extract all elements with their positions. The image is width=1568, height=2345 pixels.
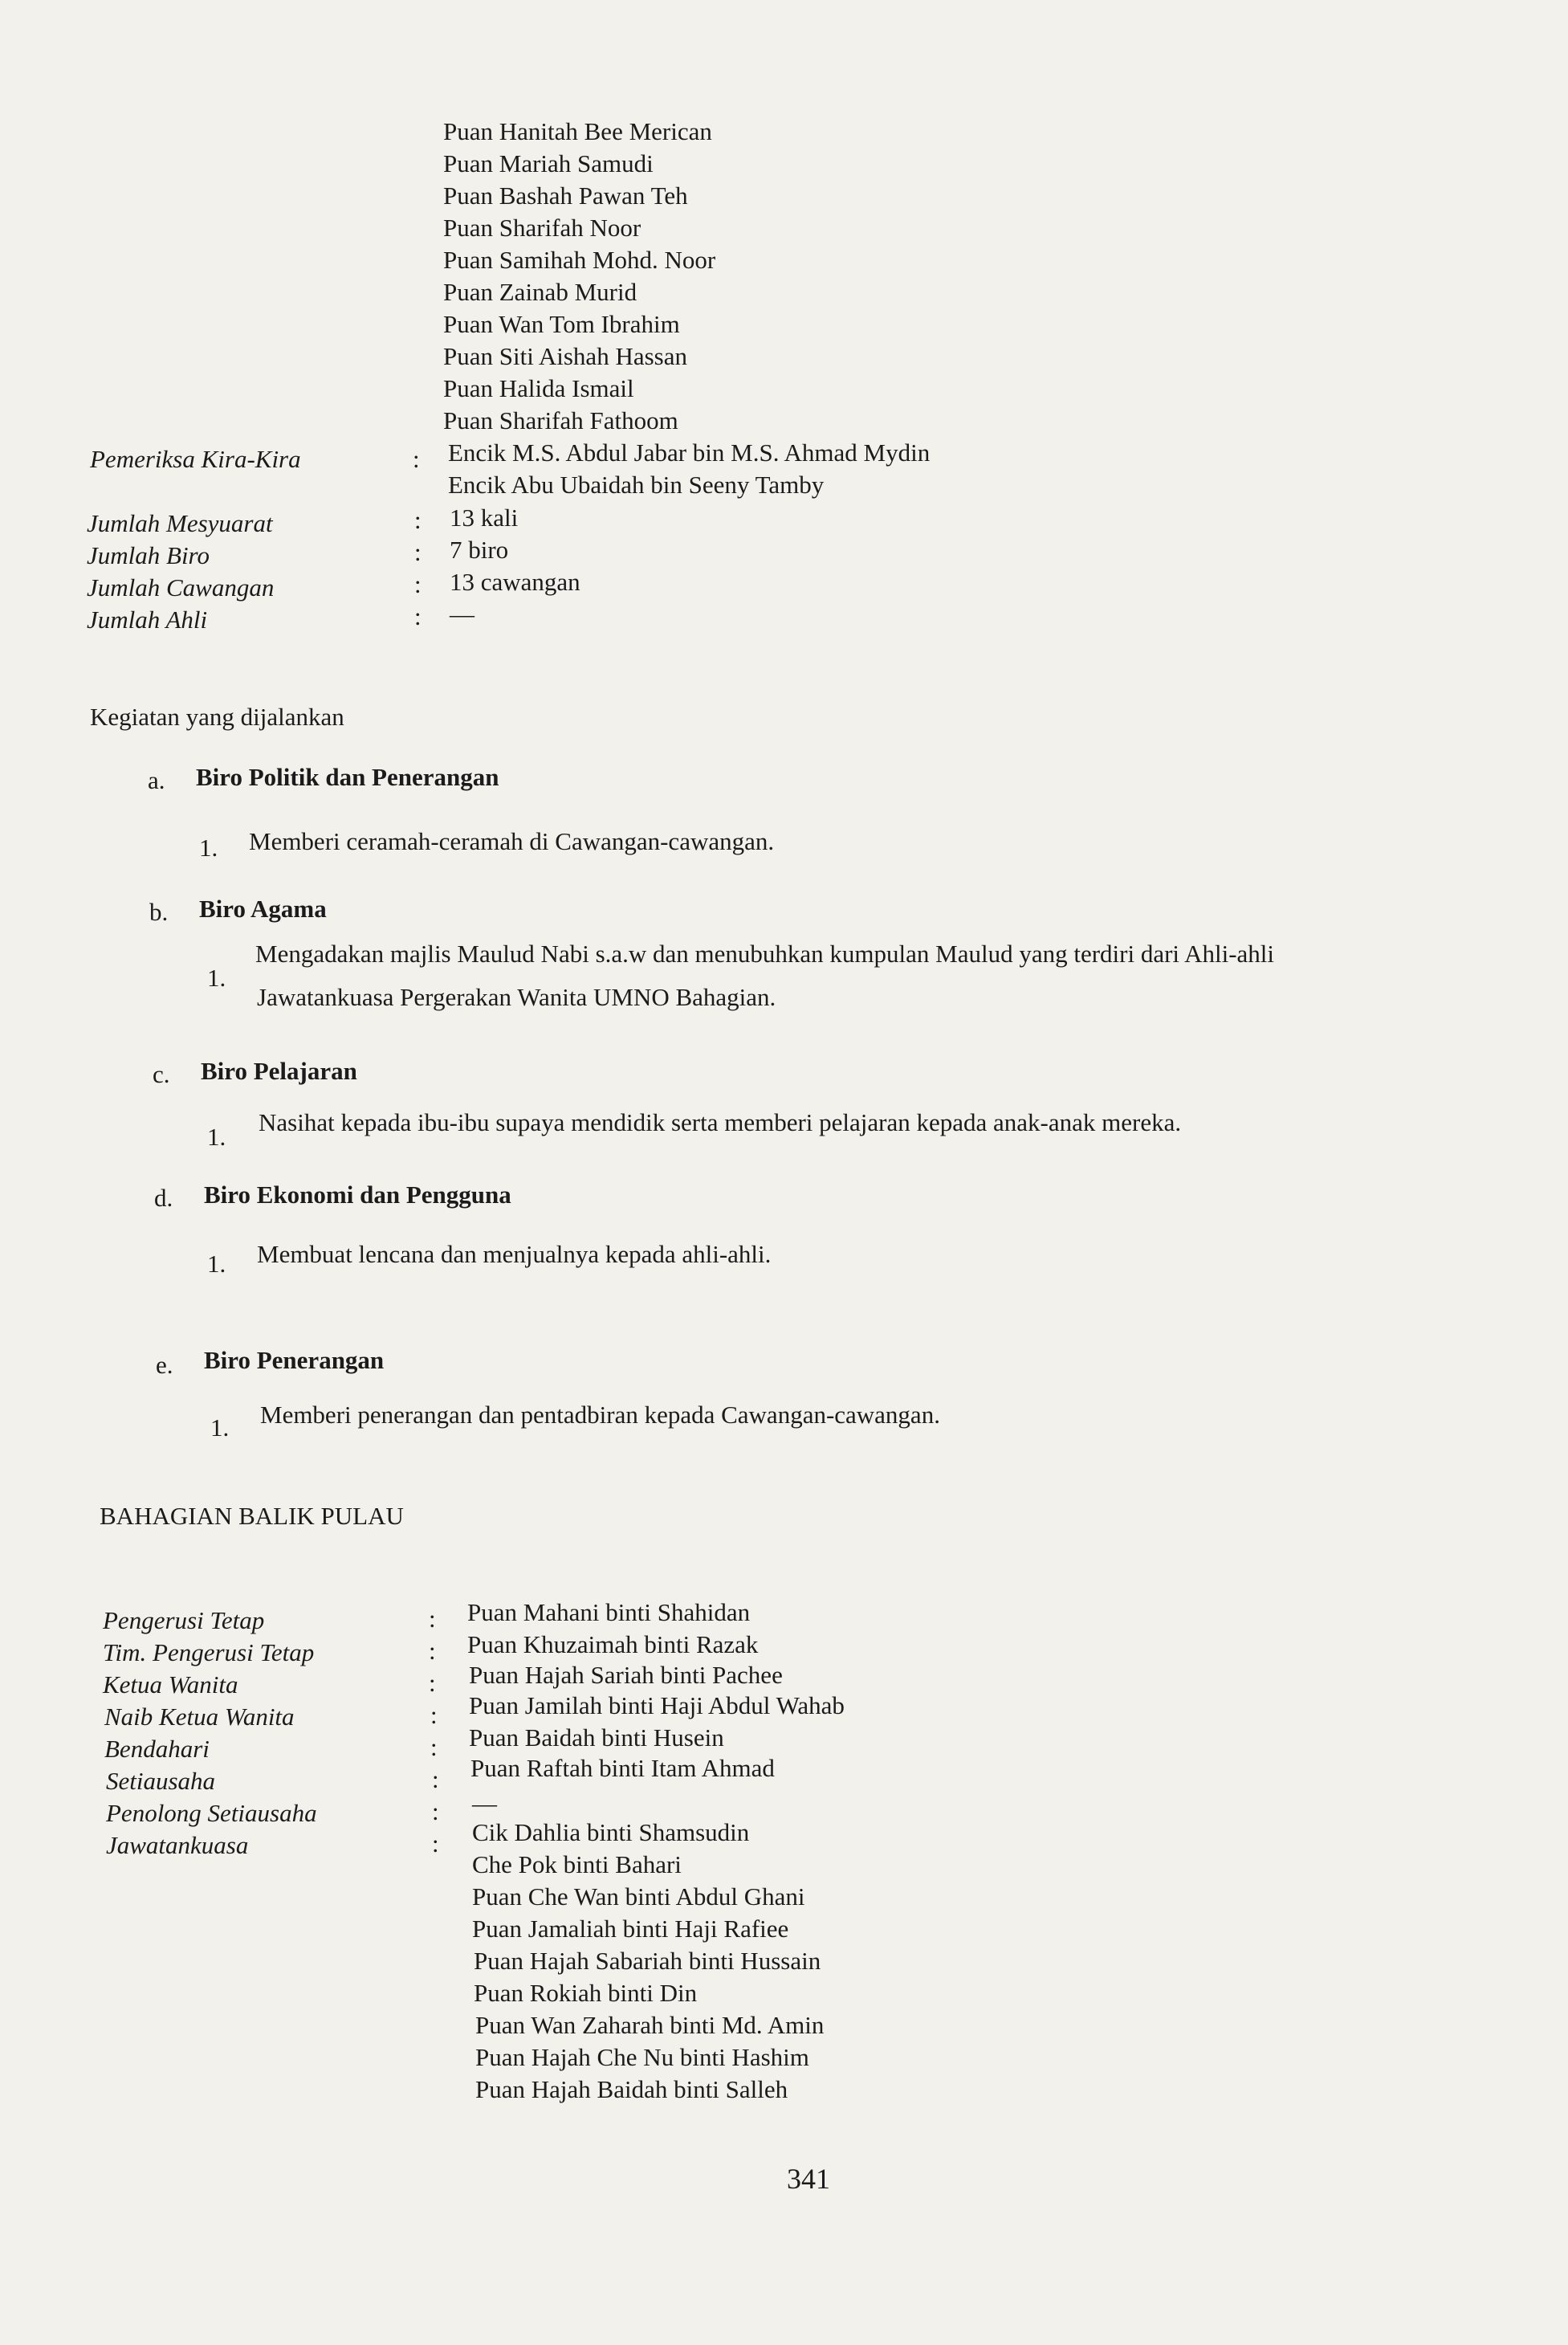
biro-letter: e. — [156, 1351, 173, 1379]
name-line: Puan Sharifah Noor — [443, 214, 641, 242]
stat-value: 13 kali — [450, 504, 519, 532]
item-number: 1. — [199, 834, 218, 862]
officer-label: Naib Ketua Wanita — [104, 1703, 295, 1731]
officer-label: Bendahari — [104, 1735, 210, 1763]
biro-title: Biro Ekonomi dan Pengguna — [204, 1181, 511, 1209]
officer-label: Penolong Setiausaha — [106, 1799, 317, 1827]
item-text: Membuat lencana dan menjualnya kepada ahli-ahli. — [257, 1240, 772, 1268]
officer-name: Puan Jamilah binti Haji Abdul Wahab — [469, 1691, 845, 1719]
colon: : — [430, 1701, 438, 1729]
biro-title: Biro Agama — [199, 895, 327, 923]
biro-letter: c. — [153, 1060, 170, 1088]
officer-label: Ketua Wanita — [103, 1670, 238, 1699]
name-line: Puan Wan Tom Ibrahim — [443, 310, 680, 338]
item-number: 1. — [210, 1413, 230, 1442]
name-line: Puan Mariah Samudi — [443, 149, 654, 177]
colon: : — [430, 1733, 438, 1761]
officer-name: Cik Dahlia binti Shamsudin — [472, 1818, 750, 1846]
officer-name: Puan Mahani binti Shahidan — [467, 1598, 751, 1626]
committee-name: Puan Wan Zaharah binti Md. Amin — [475, 2011, 825, 2039]
officer-name: — — [472, 1789, 497, 1817]
committee-name: Puan Hajah Sabariah binti Hussain — [474, 1947, 821, 1975]
name-line: Puan Samihah Mohd. Noor — [443, 246, 716, 274]
name-line: Puan Siti Aishah Hassan — [443, 342, 687, 370]
colon: : — [429, 1669, 436, 1697]
committee-name: Puan Jamaliah binti Haji Rafiee — [472, 1915, 789, 1943]
colon: : — [414, 570, 422, 598]
item-text: Nasihat kepada ibu-ibu supaya mendidik serta memberi pelajaran kepada anak-anak mereka. — [259, 1108, 1182, 1136]
stat-label: Jumlah Cawangan — [87, 573, 275, 602]
name-line: Puan Zainab Murid — [443, 278, 637, 306]
name-line: Puan Bashah Pawan Teh — [443, 181, 688, 210]
biro-letter: d. — [154, 1184, 173, 1212]
officer-name: Puan Khuzaimah binti Razak — [467, 1630, 759, 1658]
pemeriksa-label: Pemeriksa Kira-Kira — [90, 445, 301, 473]
item-text: Memberi ceramah-ceramah di Cawangan-cawangan. — [249, 827, 775, 855]
officer-name: Puan Baidah binti Husein — [469, 1723, 724, 1752]
officer-label: Jawatankuasa — [106, 1831, 249, 1859]
item-text: Mengadakan majlis Maulud Nabi s.a.w dan menubuhkan kumpulan Maulud yang terdiri dari Ahli-ahli — [255, 940, 1275, 968]
colon: : — [414, 506, 422, 534]
item-number: 1. — [207, 964, 226, 992]
biro-title: Biro Pelajaran — [201, 1057, 357, 1085]
biro-title: Biro Penerangan — [204, 1346, 385, 1374]
item-text: Memberi penerangan dan pentadbiran kepada Cawangan-cawangan. — [260, 1401, 940, 1429]
colon: : — [413, 445, 420, 473]
pemeriksa-value: Encik M.S. Abdul Jabar bin M.S. Ahmad Mydin — [448, 438, 931, 467]
officer-name: Puan Raftah binti Itam Ahmad — [470, 1754, 775, 1782]
name-line: Puan Sharifah Fathoom — [443, 406, 678, 434]
stat-value: — — [450, 600, 474, 628]
colon: : — [432, 1797, 439, 1825]
item-text: Jawatankuasa Pergerakan Wanita UMNO Bahagian. — [257, 983, 776, 1011]
stat-value: 7 biro — [450, 536, 509, 564]
page-number: 341 — [787, 2163, 830, 2195]
colon: : — [432, 1829, 439, 1858]
committee-name: Puan Hajah Baidah binti Salleh — [475, 2075, 788, 2103]
section-title: BAHAGIAN BALIK PULAU — [100, 1502, 404, 1530]
committee-name: Puan Rokiah binti Din — [474, 1979, 698, 2007]
pemeriksa-value: Encik Abu Ubaidah bin Seeny Tamby — [448, 471, 825, 499]
stat-value: 13 cawangan — [450, 568, 580, 596]
officer-label: Tim. Pengerusi Tetap — [103, 1638, 315, 1666]
colon: : — [429, 1637, 436, 1665]
colon: : — [414, 602, 422, 630]
committee-name: Puan Hajah Che Nu binti Hashim — [475, 2043, 809, 2071]
item-number: 1. — [207, 1123, 226, 1151]
colon: : — [429, 1605, 436, 1633]
committee-name: Puan Che Wan binti Abdul Ghani — [472, 1882, 805, 1911]
officer-label: Setiausaha — [106, 1767, 216, 1795]
name-line: Puan Hanitah Bee Merican — [443, 117, 712, 145]
biro-letter: a. — [148, 766, 165, 794]
stat-label: Jumlah Ahli — [87, 606, 208, 634]
colon: : — [432, 1765, 439, 1793]
kegiatan-heading: Kegiatan yang dijalankan — [90, 703, 344, 731]
colon: : — [414, 538, 422, 566]
biro-letter: b. — [149, 898, 169, 926]
stat-label: Jumlah Mesyuarat — [87, 509, 273, 537]
item-number: 1. — [207, 1250, 226, 1278]
committee-name: Che Pok binti Bahari — [472, 1850, 682, 1878]
name-line: Puan Halida Ismail — [443, 374, 634, 402]
stat-label: Jumlah Biro — [87, 541, 210, 569]
officer-name: Puan Hajah Sariah binti Pachee — [469, 1661, 783, 1689]
officer-label: Pengerusi Tetap — [103, 1606, 265, 1634]
biro-title: Biro Politik dan Penerangan — [196, 763, 499, 791]
